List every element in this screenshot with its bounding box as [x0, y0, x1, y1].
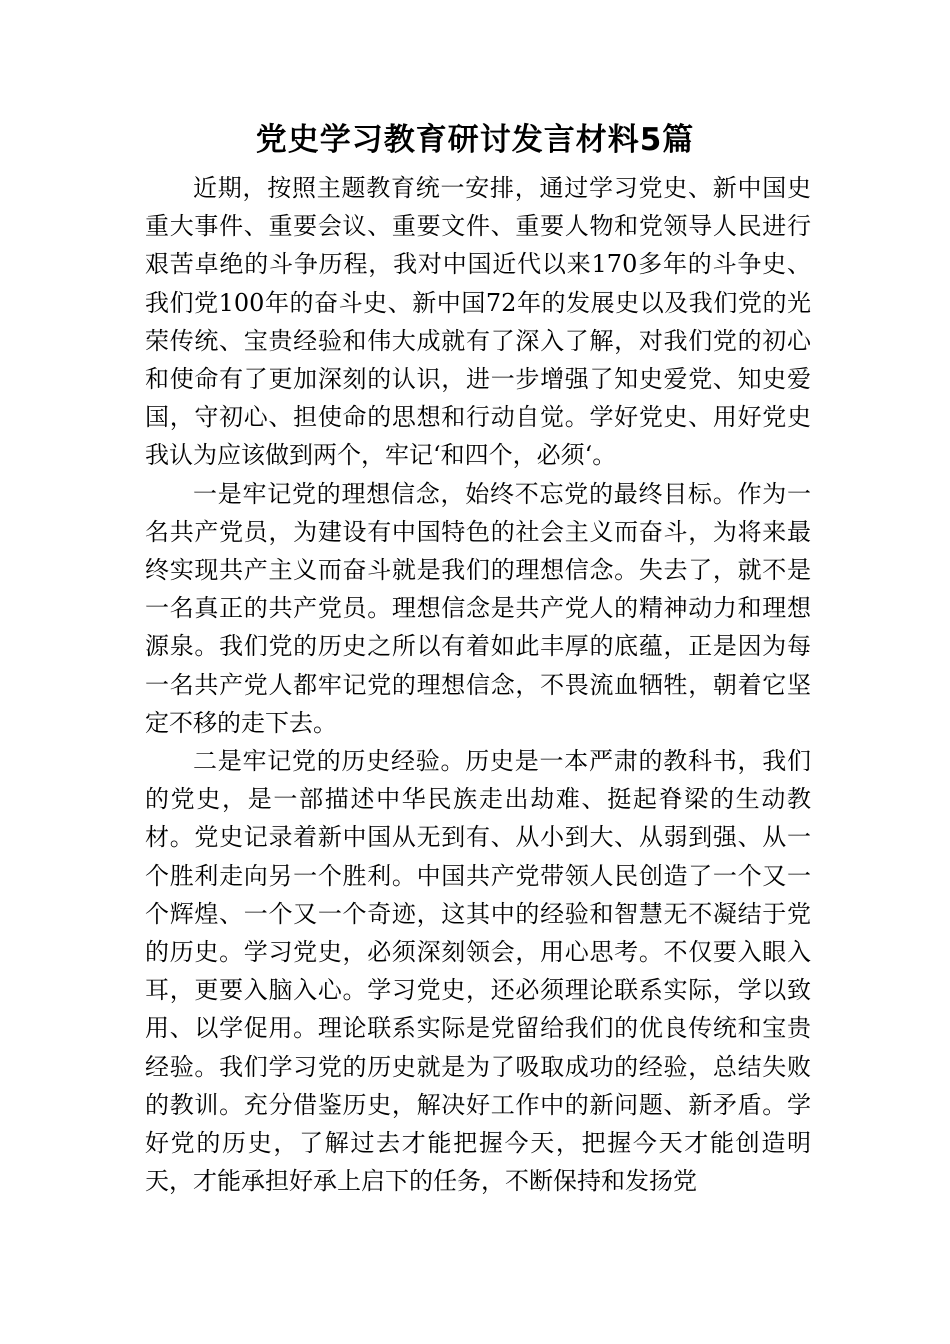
paragraph-intro: 近期，按照主题教育统一安排，通过学习党史、新中国史重大事件、重要会议、重要文件、重要人物和党领导人民进行艰苦卓绝的斗争历程，我对中国近代以来170多年的斗争史、我们党100年的奋斗史、新中国72年的发展史以及我们党的光荣传统、宝贵经验和伟大成就有了深入了解，对我们党的初心和使命有了更加深刻的认识，进一步增强了知史爱党、知史爱国，守初心、担使命的思想和行动自觉。学好党史、用好党史我认为应该做到两个，牢记‘和四个，必须‘。: [145, 174, 811, 470]
paragraph-point-one: 一是牢记党的理想信念，始终不忘党的最终目标。作为一名共产党员，为建设有中国特色的社会主义而奋斗，为将来最终实现共产主义而奋斗就是我们的理想信念。失去了，就不是一名真正的共产党员。理想信念是共产党人的精神动力和理想源泉。我们党的历史之所以有着如此丰厚的底蕴，正是因为每一名共产党人都牢记党的理想信念，不畏流血牺牲，朝着它坚定不移的走下去。: [145, 479, 811, 737]
document-title: 党史学习教育研讨发言材料5篇: [255, 122, 695, 158]
paragraph-point-two: 二是牢记党的历史经验。历史是一本严肃的教科书，我们的党史，是一部描述中华民族走出劫难、挺起脊梁的生动教材。党史记录着新中国从无到有、从小到大、从弱到强、从一个胜利走向另一个胜利。中国共产党带领人民创造了一个又一个辉煌、一个又一个奇迹，这其中的经验和智慧无不凝结于党的历史。学习党史，必须深刻领会，用心思考。不仅要入眼入耳，更要入脑入心。学习党史，还必须理论联系实际，学以致用、以学促用。理论联系实际是党留给我们的优良传统和宝贵经验。我们学习党的历史就是为了吸取成功的经验，总结失败的教训。充分借鉴历史，解决好工作中的新问题、新矛盾。学好党的历史，了解过去才能把握今天，把握今天才能创造明天，才能承担好承上启下的任务，不断保持和发扬党: [145, 747, 811, 1196]
document-body: [145, 169, 811, 1200]
